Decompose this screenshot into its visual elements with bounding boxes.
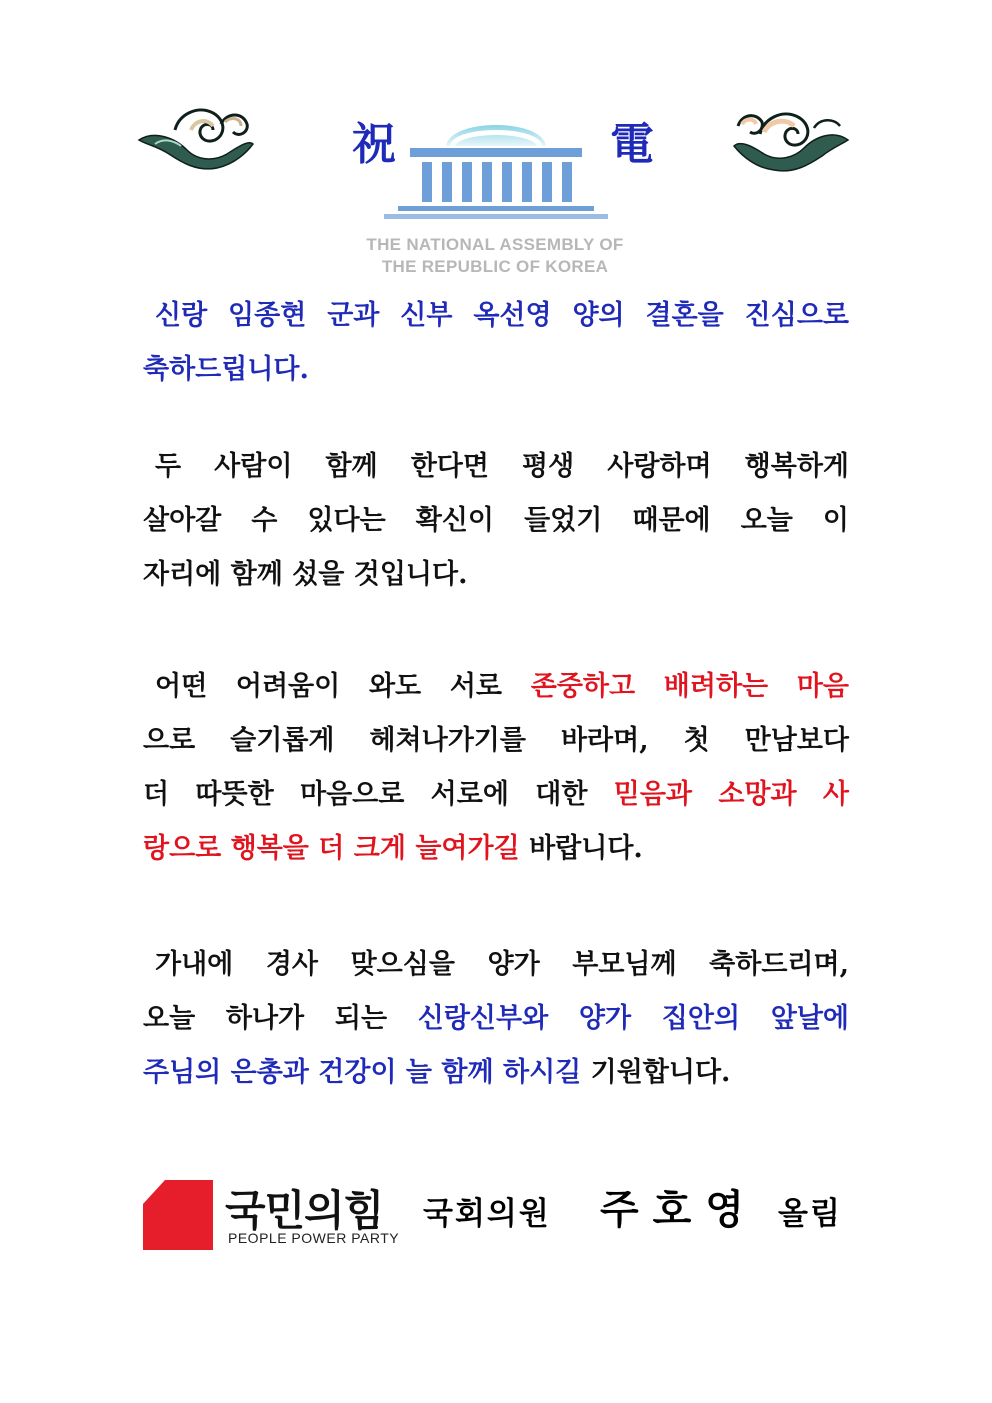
- p3-line4: 랑으로 행복을 더 크게 늘여가길 바랍니다.: [143, 833, 643, 864]
- cloud-ornament-right-icon: [730, 104, 852, 176]
- people-power-party-logo-icon: [143, 1180, 213, 1250]
- cloud-ornament-left-icon: [135, 100, 257, 172]
- p1-line2: 축하드립니다.: [143, 354, 309, 385]
- paragraph-blessing: [143, 938, 849, 1100]
- p4-line1: 가내에 경사 맞으심을 양가 부모님께 축하드리며,: [155, 949, 849, 980]
- p2-line3: 자리에 함께 섰을 것입니다.: [143, 559, 468, 590]
- p3-line2: 으로 슬기롭게 헤쳐나가기를 바라며, 첫 만남보다: [143, 725, 849, 756]
- national-assembly-building-icon: [380, 104, 612, 222]
- p3-highlight-respect: 존중하고 배려하는 마음: [530, 671, 850, 702]
- p3-line3: 더 따뜻한 마음으로 서로에 대한 믿음과 소망과 사: [143, 779, 849, 810]
- assembly-text-line1: THE NATIONAL ASSEMBLY OF: [366, 235, 624, 254]
- title-char-left: 祝: [352, 119, 396, 170]
- signature-name: 주호영: [600, 1186, 758, 1233]
- p4-line2: 오늘 하나가 되는 신랑신부와 양가 집안의 앞날에: [143, 1003, 849, 1034]
- signature-closing: 올림: [778, 1196, 842, 1232]
- paragraph-wishes: [143, 660, 849, 876]
- p3-line1: 어떤 어려움이 와도 서로 존중하고 배려하는 마음: [155, 671, 850, 702]
- p2-line2: 살아갈 수 있다는 확신이 들었기 때문에 오늘 이: [143, 505, 849, 536]
- p4-highlight-grace: 주님의 은총과 건강이 늘 함께 하시길: [143, 1057, 582, 1088]
- title-char-right: 電: [610, 119, 654, 170]
- assembly-text-line2: THE REPUBLIC OF KOREA: [381, 257, 609, 276]
- p1-line1: 신랑 임종현 군과 신부 옥선영 양의 결혼을 진심으로: [155, 300, 849, 331]
- p4-highlight-couple: 신랑신부와 양가 집안의 앞날에: [417, 1003, 849, 1034]
- party-english-name: PEOPLE POWER PARTY: [228, 1230, 400, 1246]
- p2-line1: 두 사람이 함께 한다면 평생 사랑하며 행복하게: [155, 451, 849, 482]
- p4-line3: 주님의 은총과 건강이 늘 함께 하시길 기원합니다.: [143, 1057, 731, 1088]
- p3-highlight-faith: 믿음과 소망과 사: [613, 779, 849, 810]
- paragraph-couple-together: [143, 440, 849, 602]
- paragraph-congratulations: [143, 289, 849, 397]
- p3-highlight-love: 랑으로 행복을 더 크게 늘여가길: [143, 833, 520, 864]
- party-name: 국민의힘: [225, 1186, 384, 1235]
- signature-title: 국회의원: [423, 1196, 551, 1232]
